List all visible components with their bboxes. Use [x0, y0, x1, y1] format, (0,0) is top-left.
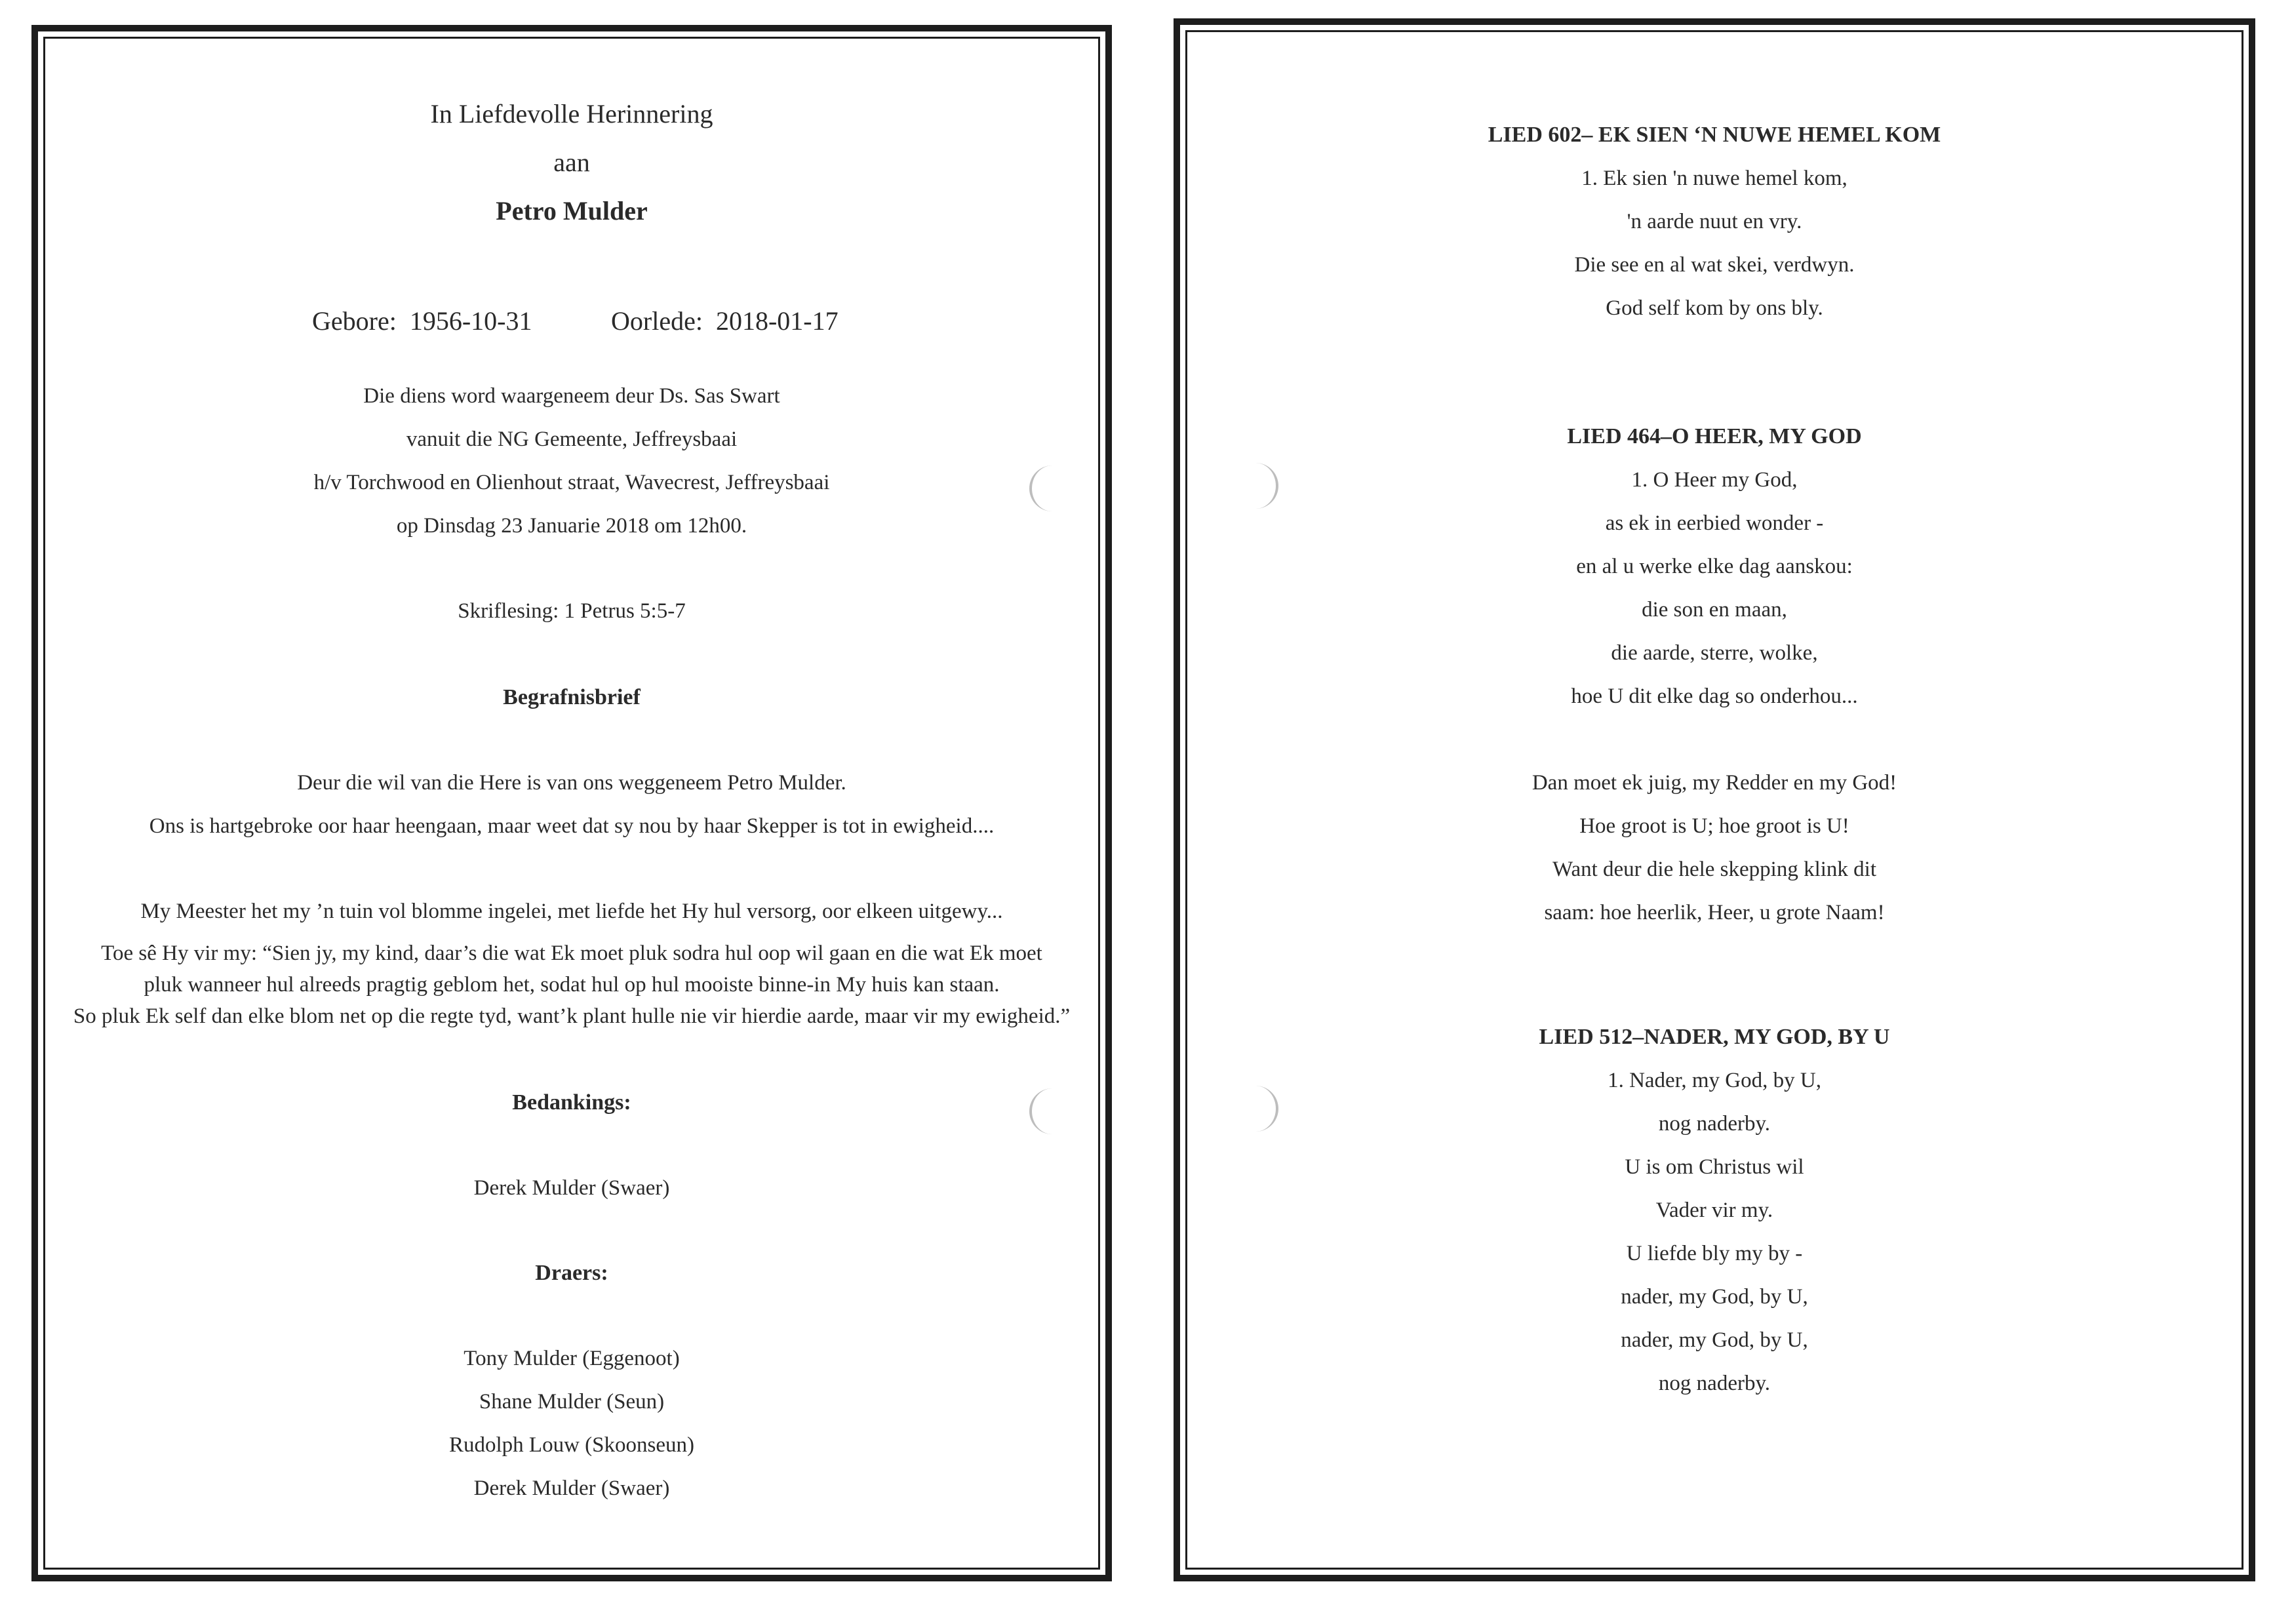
letter-line: Ons is hartgebroke oor haar heengaan, maar weet dat sy nou by haar Skepper is tot in ewigheid.... — [149, 814, 995, 838]
hymn3-line: nog naderby. — [1658, 1372, 1771, 1395]
hymn3-line: U liefde bly my by - — [1626, 1242, 1803, 1265]
scripture-reading: Skriflesing: 1 Petrus 5:5-7 — [458, 599, 686, 623]
hymn2-chorus-line: Hoe groot is U; hoe groot is U! — [1579, 814, 1849, 838]
hymn1-line: God self kom by ons bly. — [1606, 296, 1823, 320]
hymn2-line: as ek in eerbied wonder - — [1605, 511, 1824, 535]
aan-line: aan — [553, 148, 590, 177]
hymn3-line: nader, my God, by U, — [1621, 1285, 1808, 1309]
hymn3-line: nader, my God, by U, — [1621, 1328, 1808, 1352]
bearer-name: Tony Mulder (Eggenoot) — [464, 1347, 680, 1370]
bearers-heading: Draers: — [535, 1261, 608, 1285]
hymn3-title: LIED 512–NADER, MY GOD, BY U — [1539, 1025, 1890, 1049]
born-info — [312, 306, 532, 337]
service-line: vanuit die NG Gemeente, Jeffreysbaai — [406, 427, 738, 451]
hymn2-line: hoe U dit elke dag so onderhou... — [1571, 684, 1858, 708]
poem-line: My Meester het my ’n tuin vol blomme ingelei, met liefde het Hy hul versorg, oor elkeen uitgewy... — [140, 900, 1003, 923]
hymn2-title: LIED 464–O HEER, MY GOD — [1567, 424, 1862, 448]
hymn2-line: die aarde, sterre, wolke, — [1611, 641, 1818, 665]
thanks-name: Derek Mulder (Swaer) — [473, 1176, 670, 1200]
hymn2-chorus-line: saam: hoe heerlik, Heer, u grote Naam! — [1544, 901, 1885, 924]
hymn2-line: 1. O Heer my God, — [1631, 468, 1798, 492]
hymn3-line: nog naderby. — [1658, 1112, 1771, 1136]
died-label: Oorlede: — [611, 306, 703, 336]
punch-hole-icon — [1233, 463, 1278, 509]
thanks-heading: Bedankings: — [512, 1090, 631, 1115]
hymn1-title: LIED 602– EK SIEN ‘N NUWE HEMEL KOM — [1488, 123, 1941, 147]
punch-hole-icon — [1029, 465, 1075, 511]
left-page — [31, 25, 1112, 1581]
punch-hole-icon — [1233, 1086, 1278, 1132]
right-page — [1174, 18, 2255, 1581]
bearer-name: Shane Mulder (Seun) — [479, 1390, 665, 1414]
hymn2-line: en al u werke elke dag aanskou: — [1576, 555, 1853, 578]
poem-line: So pluk Ek self dan elke blom net op die regte tyd, want’k plant hulle nie vir hierdie aarde, maar vir my ewigheid.” — [73, 1004, 1071, 1028]
poem-line: pluk wanneer hul alreeds pragtig geblom het, sodat hul op hul mooiste binne-in My huis kan staan. — [144, 973, 1000, 997]
letter-line: Deur die wil van die Here is van ons weggeneem Petro Mulder. — [297, 771, 846, 795]
service-line: op Dinsdag 23 Januarie 2018 om 12h00. — [396, 514, 747, 538]
hymn2-chorus-line: Dan moet ek juig, my Redder en my God! — [1531, 771, 1897, 795]
hymn3-line: U is om Christus wil — [1625, 1155, 1804, 1179]
born-label: Gebore: — [312, 306, 397, 336]
died-info — [611, 306, 839, 337]
dates-row — [38, 306, 1105, 337]
service-line: Die diens word waargeneem deur Ds. Sas Swart — [363, 384, 780, 408]
died-date: 2018-01-17 — [715, 306, 839, 336]
deceased-name: Petro Mulder — [496, 196, 648, 226]
bearer-name: Derek Mulder (Swaer) — [473, 1476, 670, 1500]
bearer-name: Rudolph Louw (Skoonseun) — [449, 1433, 694, 1457]
intro-line: In Liefdevolle Herinnering — [430, 99, 713, 129]
hymn3-line: Vader vir my. — [1655, 1198, 1773, 1222]
born-date: 1956-10-31 — [409, 306, 532, 336]
hymn1-line: Die see en al wat skei, verdwyn. — [1574, 253, 1855, 277]
letter-heading: Begrafnisbrief — [503, 685, 641, 709]
hymn1-line: 'n aarde nuut en vry. — [1627, 210, 1802, 233]
hymn3-line: 1. Nader, my God, by U, — [1608, 1069, 1821, 1092]
hymn2-chorus-line: Want deur die hele skepping klink dit — [1552, 858, 1877, 881]
punch-hole-icon — [1029, 1088, 1075, 1134]
hymn2-line: die son en maan, — [1642, 598, 1787, 622]
hymn1-line: 1. Ek sien 'n nuwe hemel kom, — [1581, 167, 1847, 190]
poem-line: Toe sê Hy vir my: “Sien jy, my kind, daar’s die wat Ek moet pluk sodra hul oop wil gaan en die wat Ek moet — [101, 941, 1042, 965]
service-line: h/v Torchwood en Olienhout straat, Wavecrest, Jeffreysbaai — [313, 471, 830, 494]
